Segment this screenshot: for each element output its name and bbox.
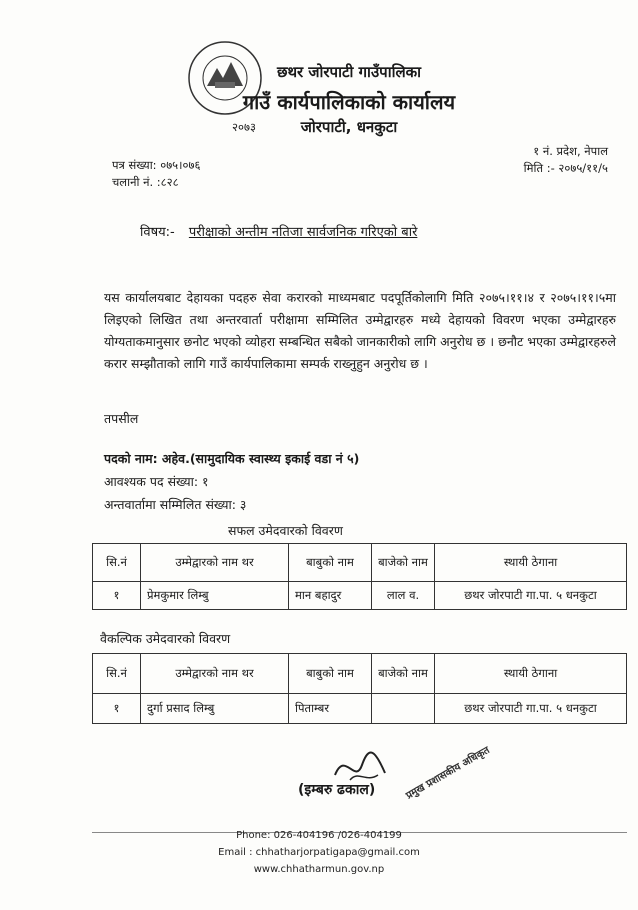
table-cell — [372, 694, 435, 724]
table-header: उम्मेद्वारको नाम थर — [141, 544, 289, 582]
subject-label: विषय:- — [140, 225, 175, 240]
table-cell: लाल व. — [372, 582, 435, 610]
table-header: सि.नं — [93, 544, 141, 582]
footer-email: Email : chhatharjorpatigapa@gmail.com — [218, 847, 420, 858]
table-header: स्थायी ठेगाना — [435, 544, 627, 582]
table-cell: छथर जोरपाटी गा.पा. ५ धनकुटा — [435, 582, 627, 610]
table-cell: पिताम्बर — [289, 694, 372, 724]
dispatch-number: चलानी नं. :८२८ — [112, 175, 179, 189]
table-header: स्थायी ठेगाना — [435, 654, 627, 694]
alternate-candidates-table — [92, 653, 627, 724]
table-header: सि.नं — [93, 654, 141, 694]
footer-website: www.chhatharmun.gov.np — [253, 864, 385, 875]
table-cell: प्रेमकुमार लिम्बु — [141, 582, 289, 610]
table-header: उम्मेद्वारको नाम थर — [141, 654, 289, 694]
table1-caption: सफल उमेदवारको विवरण — [228, 523, 343, 538]
post-name: पदको नाम: अहेव.(सामुदायिक स्वास्थ्य इकाई वडा नं ५) — [104, 451, 360, 466]
footer-phone: Phone: 026-404196 /026-404199 — [236, 830, 402, 841]
letter-number: पत्र संख्या: ०७५।०७६ — [112, 158, 201, 172]
tapasil-label: तपसील — [104, 411, 139, 426]
table-cell: मान बहादुर — [289, 582, 372, 610]
subject-text: परीक्षाको अन्तीम नतिजा सार्वजनिक गरिएको बारे — [188, 225, 418, 240]
table-row — [93, 582, 627, 610]
province-label: १ नं. प्रदेश, नेपाल — [533, 144, 608, 158]
table-header: बाजेको नाम — [372, 544, 435, 582]
interviewed-count: अन्तवार्तामा सम्मिलित संख्या: ३ — [104, 497, 247, 512]
table-cell: छथर जोरपाटी गा.पा. ५ धनकुटा — [435, 694, 627, 724]
table-header: बाबुको नाम — [289, 654, 372, 694]
table-cell: दुर्गा प्रसाद लिम्बु — [141, 694, 289, 724]
successful-candidates-table — [92, 543, 627, 610]
table-cell: १ — [93, 694, 141, 724]
table-row — [93, 694, 627, 724]
subject-line — [140, 222, 417, 240]
table-header: बाबुको नाम — [289, 544, 372, 582]
office-name: छथर जोरपाटी गाउँपालिका — [276, 63, 422, 81]
office-location: जोरपाटी, धनकुटा — [300, 118, 398, 136]
table-header: बाजेको नाम — [372, 654, 435, 694]
table-cell: १ — [93, 582, 141, 610]
signatory-title: प्रमुख प्रशासकीय अधिकृत — [404, 744, 492, 802]
required-count: आवश्यक पद संख्या: १ — [104, 474, 209, 489]
body-paragraph: यस कार्यालयबाट देहायका पदहरु सेवा करारको माध्यमबाट पदपूर्तिकोलागि मिति २०७५।११।४ र २०७५।११।५मा लिइएको लिखित तथा अन्तरवार्ता परीक्षामा सम्मिलित उम्मेद्वारहरु मध्ये देहायको विवरण भएका उम्मेद्वारहरु योग्यताकमानुसार छनोट भएको व्योहरा सम्बन्धित सबैको जानकारीको लागि अनुरोध छ । छनौट भएका उम्मेद्वारहरुले करार सम्झौताको लागि गाउँ कार्यपालिकामा सम्पर्क राख्नुहुन अनुरोध छ । — [104, 290, 616, 371]
office-title: गाउँ कार्यपालिकाको कार्यालय — [242, 90, 456, 114]
table2-caption: वैकल्पिक उमेदवारको विवरण — [100, 631, 231, 646]
seal-code: २०७३ — [232, 120, 256, 134]
letter-date: मिति :- २०७५/११/५ — [523, 161, 608, 175]
signatory-name: (इम्बरु ढकाल) — [298, 782, 376, 798]
